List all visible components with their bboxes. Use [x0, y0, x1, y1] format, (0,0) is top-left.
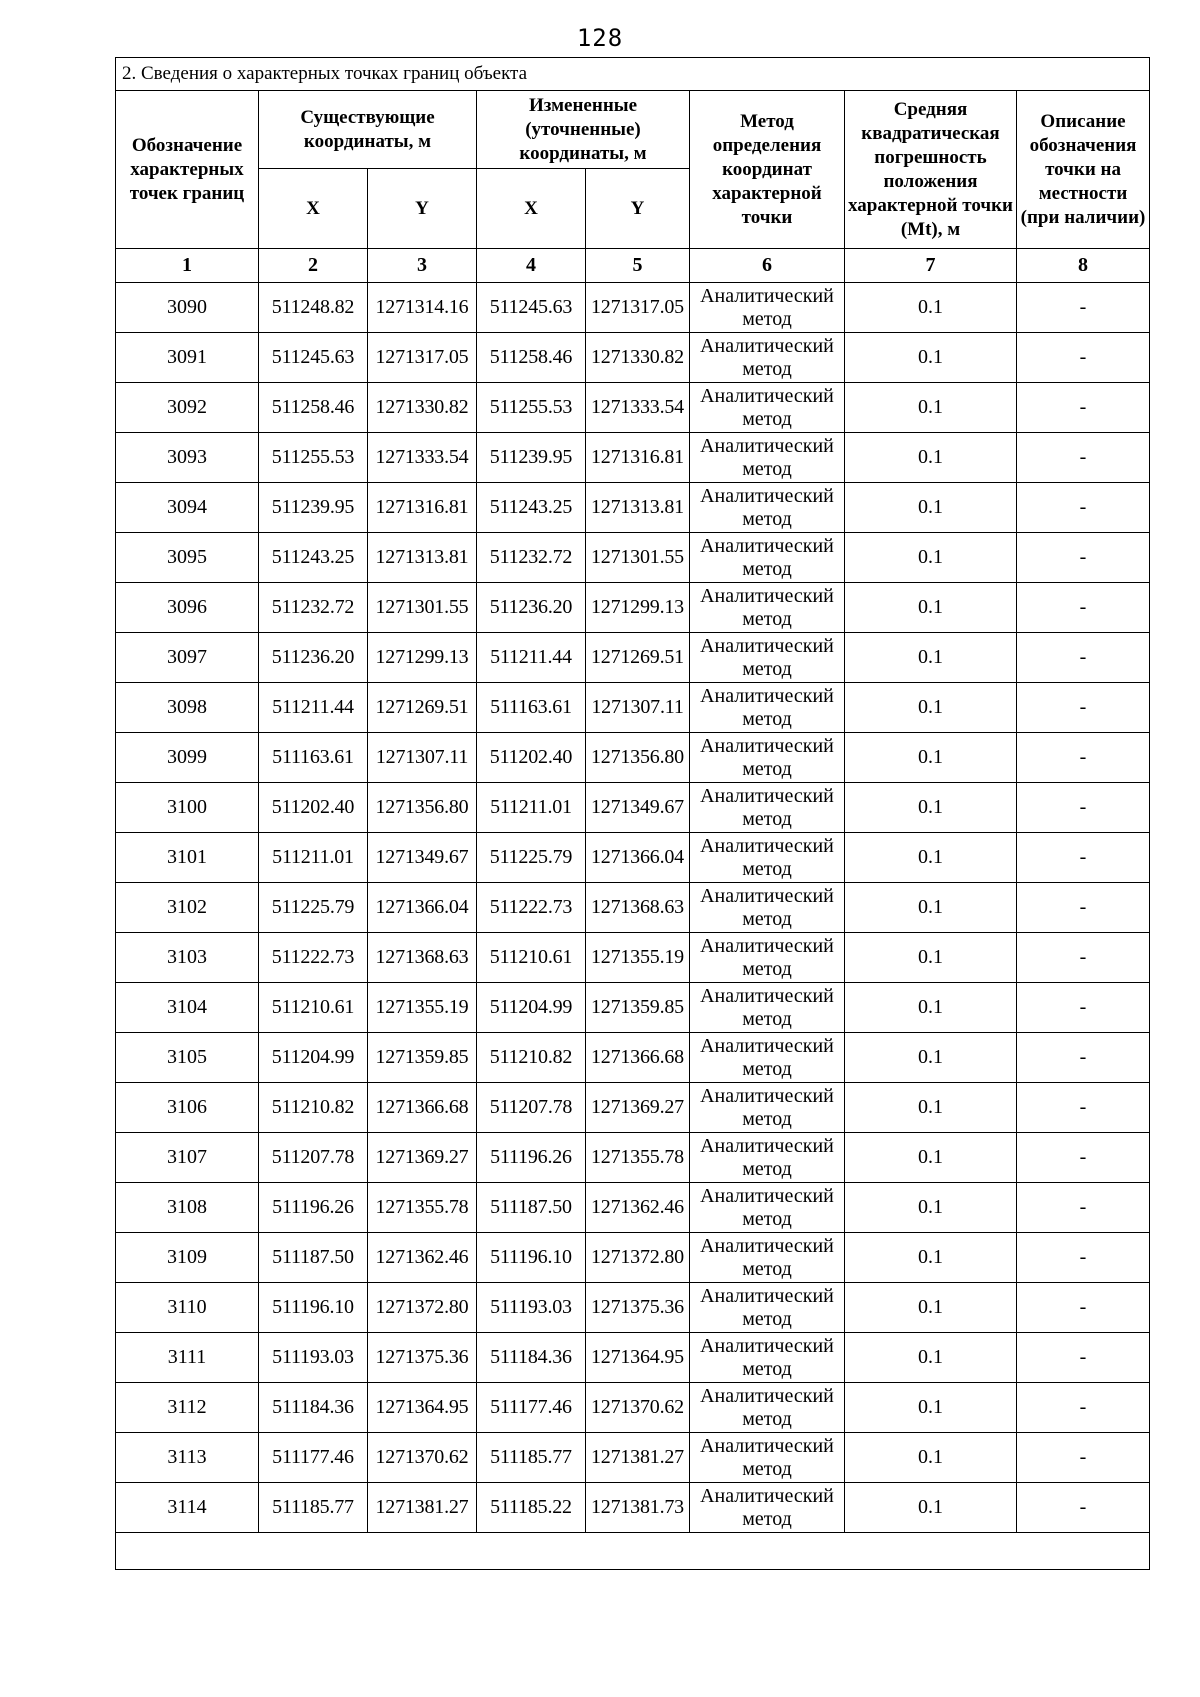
changed-y-cell: 1271362.46	[586, 1183, 690, 1233]
description-cell: -	[1017, 383, 1150, 433]
method-line-1: Аналитический	[700, 1434, 834, 1457]
method-line-1: Аналитический	[700, 384, 834, 407]
column-number: 1	[116, 249, 259, 283]
changed-y-cell: 1271381.27	[586, 1433, 690, 1483]
method-line-1: Аналитический	[700, 1484, 834, 1507]
changed-y-cell: 1271372.80	[586, 1233, 690, 1283]
method-cell	[690, 483, 845, 533]
existing-y-cell: 1271317.05	[368, 333, 477, 383]
method-line-1: Аналитический	[700, 1334, 834, 1357]
existing-x-cell: 511211.44	[259, 683, 368, 733]
changed-x-cell: 511163.61	[477, 683, 586, 733]
method-line-2: метод	[742, 1257, 792, 1280]
method-line-1: Аналитический	[700, 1184, 834, 1207]
existing-y-cell: 1271356.80	[368, 783, 477, 833]
changed-x-cell: 511207.78	[477, 1083, 586, 1133]
existing-y-cell: 1271369.27	[368, 1133, 477, 1183]
method-line-1: Аналитический	[700, 1034, 834, 1057]
method-line-1: Аналитический	[700, 534, 834, 557]
description-cell: -	[1017, 833, 1150, 883]
description-cell: -	[1017, 783, 1150, 833]
existing-x-cell: 511196.10	[259, 1283, 368, 1333]
changed-y-cell: 1271366.68	[586, 1033, 690, 1083]
error-cell: 0.1	[845, 633, 1017, 683]
existing-x-cell: 511245.63	[259, 333, 368, 383]
method-cell	[690, 1233, 845, 1283]
changed-x-cell: 511255.53	[477, 383, 586, 433]
changed-y-cell: 1271269.51	[586, 633, 690, 683]
method-line-2: метод	[742, 907, 792, 930]
point-id-cell: 3092	[116, 383, 259, 433]
error-cell: 0.1	[845, 1183, 1017, 1233]
point-id-cell: 3104	[116, 983, 259, 1033]
existing-y-cell: 1271381.27	[368, 1483, 477, 1533]
table-row	[116, 533, 1150, 583]
point-id-cell: 3109	[116, 1233, 259, 1283]
error-cell: 0.1	[845, 483, 1017, 533]
table-row	[116, 983, 1150, 1033]
error-cell: 0.1	[845, 1133, 1017, 1183]
existing-y-cell: 1271301.55	[368, 583, 477, 633]
changed-y-cell: 1271313.81	[586, 483, 690, 533]
table-row	[116, 833, 1150, 883]
method-line-2: метод	[742, 1507, 792, 1530]
method-line-2: метод	[742, 357, 792, 380]
table-row	[116, 1483, 1150, 1533]
point-id-cell: 3100	[116, 783, 259, 833]
method-line-2: метод	[742, 757, 792, 780]
point-id-cell: 3112	[116, 1383, 259, 1433]
method-line-2: метод	[742, 1057, 792, 1080]
existing-x-cell: 511207.78	[259, 1133, 368, 1183]
method-line-1: Аналитический	[700, 1134, 834, 1157]
table-row	[116, 883, 1150, 933]
error-cell: 0.1	[845, 1433, 1017, 1483]
changed-y-cell: 1271368.63	[586, 883, 690, 933]
changed-x-cell: 511187.50	[477, 1183, 586, 1233]
method-line-2: метод	[742, 1307, 792, 1330]
method-line-1: Аналитический	[700, 434, 834, 457]
error-cell: 0.1	[845, 1333, 1017, 1383]
error-cell: 0.1	[845, 733, 1017, 783]
point-id-cell: 3091	[116, 333, 259, 383]
point-id-cell: 3101	[116, 833, 259, 883]
error-cell: 0.1	[845, 783, 1017, 833]
changed-x-cell: 511177.46	[477, 1383, 586, 1433]
changed-x-cell: 511196.26	[477, 1133, 586, 1183]
existing-y-cell: 1271313.81	[368, 533, 477, 583]
description-cell: -	[1017, 1133, 1150, 1183]
existing-x-cell: 511211.01	[259, 833, 368, 883]
method-line-2: метод	[742, 707, 792, 730]
point-id-cell: 3102	[116, 883, 259, 933]
existing-x-cell: 511210.82	[259, 1083, 368, 1133]
method-line-1: Аналитический	[700, 1084, 834, 1107]
method-cell	[690, 583, 845, 633]
method-cell	[690, 383, 845, 433]
changed-y-cell: 1271330.82	[586, 333, 690, 383]
error-cell: 0.1	[845, 1383, 1017, 1433]
changed-x-cell: 511258.46	[477, 333, 586, 383]
error-cell: 0.1	[845, 683, 1017, 733]
table-row	[116, 1133, 1150, 1183]
existing-x-cell: 511248.82	[259, 283, 368, 333]
changed-x-cell: 511211.44	[477, 633, 586, 683]
column-number: 4	[477, 249, 586, 283]
error-cell: 0.1	[845, 1283, 1017, 1333]
point-id-cell: 3108	[116, 1183, 259, 1233]
changed-x-cell: 511232.72	[477, 533, 586, 583]
existing-y-cell: 1271364.95	[368, 1383, 477, 1433]
table-row	[116, 783, 1150, 833]
method-cell	[690, 733, 845, 783]
changed-y-cell: 1271375.36	[586, 1283, 690, 1333]
existing-y-cell: 1271366.04	[368, 883, 477, 933]
method-cell	[690, 883, 845, 933]
changed-y-cell: 1271364.95	[586, 1333, 690, 1383]
changed-y-cell: 1271299.13	[586, 583, 690, 633]
existing-x-cell: 511196.26	[259, 1183, 368, 1233]
changed-y-cell: 1271349.67	[586, 783, 690, 833]
table-row	[116, 733, 1150, 783]
table-row	[116, 1333, 1150, 1383]
existing-x-cell: 511184.36	[259, 1383, 368, 1433]
table-row	[116, 633, 1150, 683]
table-row	[116, 1233, 1150, 1283]
description-cell: -	[1017, 883, 1150, 933]
description-cell: -	[1017, 633, 1150, 683]
column-number: 3	[368, 249, 477, 283]
description-cell: -	[1017, 683, 1150, 733]
method-line-2: метод	[742, 857, 792, 880]
method-cell	[690, 1283, 845, 1333]
error-cell: 0.1	[845, 433, 1017, 483]
column-number: 8	[1017, 249, 1150, 283]
header-changed-y: Y	[586, 169, 690, 249]
method-cell	[690, 833, 845, 883]
changed-x-cell: 511236.20	[477, 583, 586, 633]
description-cell: -	[1017, 433, 1150, 483]
changed-y-cell: 1271333.54	[586, 383, 690, 433]
existing-x-cell: 511225.79	[259, 883, 368, 933]
error-cell: 0.1	[845, 833, 1017, 883]
existing-x-cell: 511232.72	[259, 583, 368, 633]
changed-x-cell: 511196.10	[477, 1233, 586, 1283]
existing-x-cell: 511187.50	[259, 1233, 368, 1283]
changed-y-cell: 1271355.19	[586, 933, 690, 983]
method-cell	[690, 533, 845, 583]
table-row	[116, 583, 1150, 633]
method-cell	[690, 683, 845, 733]
existing-x-cell: 511163.61	[259, 733, 368, 783]
existing-x-cell: 511243.25	[259, 533, 368, 583]
boundary-points-table	[115, 57, 1150, 1570]
method-line-2: метод	[742, 1357, 792, 1380]
method-cell	[690, 1133, 845, 1183]
point-id-cell: 3111	[116, 1333, 259, 1383]
method-line-2: метод	[742, 1007, 792, 1030]
error-cell: 0.1	[845, 1233, 1017, 1283]
changed-x-cell: 511185.22	[477, 1483, 586, 1533]
empty-cell	[116, 1533, 1150, 1570]
description-cell: -	[1017, 733, 1150, 783]
changed-x-cell: 511193.03	[477, 1283, 586, 1333]
method-line-2: метод	[742, 507, 792, 530]
description-cell: -	[1017, 1083, 1150, 1133]
existing-y-cell: 1271355.78	[368, 1183, 477, 1233]
existing-x-cell: 511258.46	[259, 383, 368, 433]
point-id-cell: 3097	[116, 633, 259, 683]
error-cell: 0.1	[845, 883, 1017, 933]
description-cell: -	[1017, 533, 1150, 583]
method-cell	[690, 283, 845, 333]
method-line-2: метод	[742, 1157, 792, 1180]
point-id-cell: 3103	[116, 933, 259, 983]
method-line-1: Аналитический	[700, 1234, 834, 1257]
point-id-cell: 3105	[116, 1033, 259, 1083]
table-row	[116, 1083, 1150, 1133]
method-cell	[690, 1383, 845, 1433]
changed-x-cell: 511211.01	[477, 783, 586, 833]
existing-y-cell: 1271375.36	[368, 1333, 477, 1383]
existing-y-cell: 1271368.63	[368, 933, 477, 983]
method-line-2: метод	[742, 1457, 792, 1480]
existing-x-cell: 511193.03	[259, 1333, 368, 1383]
point-id-cell: 3096	[116, 583, 259, 633]
method-cell	[690, 333, 845, 383]
point-id-cell: 3099	[116, 733, 259, 783]
header-changed-x: X	[477, 169, 586, 249]
existing-y-cell: 1271362.46	[368, 1233, 477, 1283]
existing-x-cell: 511202.40	[259, 783, 368, 833]
header-description: Описание обозначения точки на местности (при наличии)	[1017, 91, 1150, 249]
description-cell: -	[1017, 983, 1150, 1033]
header-changed-coords: Измененные (уточненные) координаты, м	[477, 91, 690, 169]
changed-x-cell: 511239.95	[477, 433, 586, 483]
method-cell	[690, 783, 845, 833]
existing-y-cell: 1271314.16	[368, 283, 477, 333]
method-line-1: Аналитический	[700, 734, 834, 757]
existing-x-cell: 511204.99	[259, 1033, 368, 1083]
existing-y-cell: 1271299.13	[368, 633, 477, 683]
changed-y-cell: 1271356.80	[586, 733, 690, 783]
changed-x-cell: 511243.25	[477, 483, 586, 533]
method-cell	[690, 1333, 845, 1383]
changed-y-cell: 1271366.04	[586, 833, 690, 883]
description-cell: -	[1017, 1233, 1150, 1283]
method-cell	[690, 1483, 845, 1533]
column-number: 5	[586, 249, 690, 283]
method-line-2: метод	[742, 307, 792, 330]
table-row	[116, 1183, 1150, 1233]
existing-y-cell: 1271349.67	[368, 833, 477, 883]
header-existing-x: X	[259, 169, 368, 249]
error-cell: 0.1	[845, 283, 1017, 333]
method-line-1: Аналитический	[700, 784, 834, 807]
point-id-cell: 3098	[116, 683, 259, 733]
table-row	[116, 483, 1150, 533]
changed-y-cell: 1271369.27	[586, 1083, 690, 1133]
existing-x-cell: 511222.73	[259, 933, 368, 983]
header-existing-y: Y	[368, 169, 477, 249]
method-line-2: метод	[742, 457, 792, 480]
method-line-1: Аналитический	[700, 984, 834, 1007]
existing-x-cell: 511236.20	[259, 633, 368, 683]
changed-y-cell: 1271316.81	[586, 433, 690, 483]
error-cell: 0.1	[845, 1033, 1017, 1083]
existing-y-cell: 1271355.19	[368, 983, 477, 1033]
method-line-2: метод	[742, 657, 792, 680]
method-line-2: метод	[742, 1107, 792, 1130]
point-id-cell: 3110	[116, 1283, 259, 1333]
changed-y-cell: 1271370.62	[586, 1383, 690, 1433]
point-id-cell: 3093	[116, 433, 259, 483]
method-line-2: метод	[742, 557, 792, 580]
existing-x-cell: 511177.46	[259, 1433, 368, 1483]
method-line-1: Аналитический	[700, 934, 834, 957]
changed-y-cell: 1271317.05	[586, 283, 690, 333]
changed-y-cell: 1271355.78	[586, 1133, 690, 1183]
existing-y-cell: 1271316.81	[368, 483, 477, 533]
error-cell: 0.1	[845, 983, 1017, 1033]
page-number: 128	[576, 24, 624, 52]
header-point-designation: Обозначение характерных точек границ	[116, 91, 259, 249]
method-line-1: Аналитический	[700, 1284, 834, 1307]
column-number: 6	[690, 249, 845, 283]
method-line-2: метод	[742, 607, 792, 630]
empty-row	[116, 1533, 1150, 1570]
table-row	[116, 1283, 1150, 1333]
method-line-1: Аналитический	[700, 634, 834, 657]
method-line-2: метод	[742, 1407, 792, 1430]
table-row	[116, 283, 1150, 333]
method-cell	[690, 1083, 845, 1133]
column-number: 7	[845, 249, 1017, 283]
method-cell	[690, 933, 845, 983]
existing-y-cell: 1271359.85	[368, 1033, 477, 1083]
description-cell: -	[1017, 333, 1150, 383]
description-cell: -	[1017, 1383, 1150, 1433]
existing-y-cell: 1271269.51	[368, 683, 477, 733]
description-cell: -	[1017, 583, 1150, 633]
method-line-1: Аналитический	[700, 1384, 834, 1407]
existing-y-cell: 1271372.80	[368, 1283, 477, 1333]
method-cell	[690, 433, 845, 483]
point-id-cell: 3106	[116, 1083, 259, 1133]
point-id-cell: 3107	[116, 1133, 259, 1183]
changed-x-cell: 511185.77	[477, 1433, 586, 1483]
error-cell: 0.1	[845, 1483, 1017, 1533]
changed-y-cell: 1271359.85	[586, 983, 690, 1033]
method-line-1: Аналитический	[700, 834, 834, 857]
description-cell: -	[1017, 933, 1150, 983]
existing-y-cell: 1271330.82	[368, 383, 477, 433]
header-existing-coords: Существующие координаты, м	[259, 91, 477, 169]
column-number-row	[116, 249, 1150, 283]
description-cell: -	[1017, 1183, 1150, 1233]
error-cell: 0.1	[845, 383, 1017, 433]
description-cell: -	[1017, 1283, 1150, 1333]
table-row	[116, 1383, 1150, 1433]
existing-x-cell: 511239.95	[259, 483, 368, 533]
changed-x-cell: 511184.36	[477, 1333, 586, 1383]
description-cell: -	[1017, 1333, 1150, 1383]
existing-y-cell: 1271333.54	[368, 433, 477, 483]
table-row	[116, 383, 1150, 433]
changed-y-cell: 1271301.55	[586, 533, 690, 583]
table-row	[116, 1033, 1150, 1083]
method-line-1: Аналитический	[700, 884, 834, 907]
method-line-1: Аналитический	[700, 284, 834, 307]
changed-x-cell: 511225.79	[477, 833, 586, 883]
method-cell	[690, 983, 845, 1033]
method-line-2: метод	[742, 1207, 792, 1230]
point-id-cell: 3094	[116, 483, 259, 533]
changed-x-cell: 511210.61	[477, 933, 586, 983]
changed-x-cell: 511210.82	[477, 1033, 586, 1083]
table-row	[116, 333, 1150, 383]
method-line-1: Аналитический	[700, 584, 834, 607]
existing-x-cell: 511210.61	[259, 983, 368, 1033]
method-cell	[690, 1033, 845, 1083]
error-cell: 0.1	[845, 583, 1017, 633]
error-cell: 0.1	[845, 333, 1017, 383]
description-cell: -	[1017, 1433, 1150, 1483]
description-cell: -	[1017, 483, 1150, 533]
header-method: Метод определения координат характерной точки	[690, 91, 845, 249]
point-id-cell: 3090	[116, 283, 259, 333]
description-cell: -	[1017, 283, 1150, 333]
method-cell	[690, 1183, 845, 1233]
error-cell: 0.1	[845, 933, 1017, 983]
description-cell: -	[1017, 1483, 1150, 1533]
method-line-1: Аналитический	[700, 484, 834, 507]
table-row	[116, 683, 1150, 733]
header-error: Средняя квадратическая погрешность положения характерной точки (Mt), м	[845, 91, 1017, 249]
existing-y-cell: 1271366.68	[368, 1083, 477, 1133]
changed-x-cell: 511245.63	[477, 283, 586, 333]
changed-x-cell: 511222.73	[477, 883, 586, 933]
existing-x-cell: 511185.77	[259, 1483, 368, 1533]
changed-y-cell: 1271381.73	[586, 1483, 690, 1533]
point-id-cell: 3113	[116, 1433, 259, 1483]
method-cell	[690, 1433, 845, 1483]
table-row	[116, 433, 1150, 483]
description-cell: -	[1017, 1033, 1150, 1083]
error-cell: 0.1	[845, 533, 1017, 583]
table-row	[116, 1433, 1150, 1483]
changed-x-cell: 511202.40	[477, 733, 586, 783]
method-cell	[690, 633, 845, 683]
method-line-2: метод	[742, 407, 792, 430]
section-title: 2. Сведения о характерных точках границ объекта	[116, 58, 1150, 91]
error-cell: 0.1	[845, 1083, 1017, 1133]
existing-y-cell: 1271307.11	[368, 733, 477, 783]
existing-y-cell: 1271370.62	[368, 1433, 477, 1483]
changed-y-cell: 1271307.11	[586, 683, 690, 733]
column-number: 2	[259, 249, 368, 283]
method-line-1: Аналитический	[700, 334, 834, 357]
point-id-cell: 3114	[116, 1483, 259, 1533]
method-line-2: метод	[742, 807, 792, 830]
changed-x-cell: 511204.99	[477, 983, 586, 1033]
method-line-1: Аналитический	[700, 684, 834, 707]
existing-x-cell: 511255.53	[259, 433, 368, 483]
method-line-2: метод	[742, 957, 792, 980]
point-id-cell: 3095	[116, 533, 259, 583]
table-row	[116, 933, 1150, 983]
